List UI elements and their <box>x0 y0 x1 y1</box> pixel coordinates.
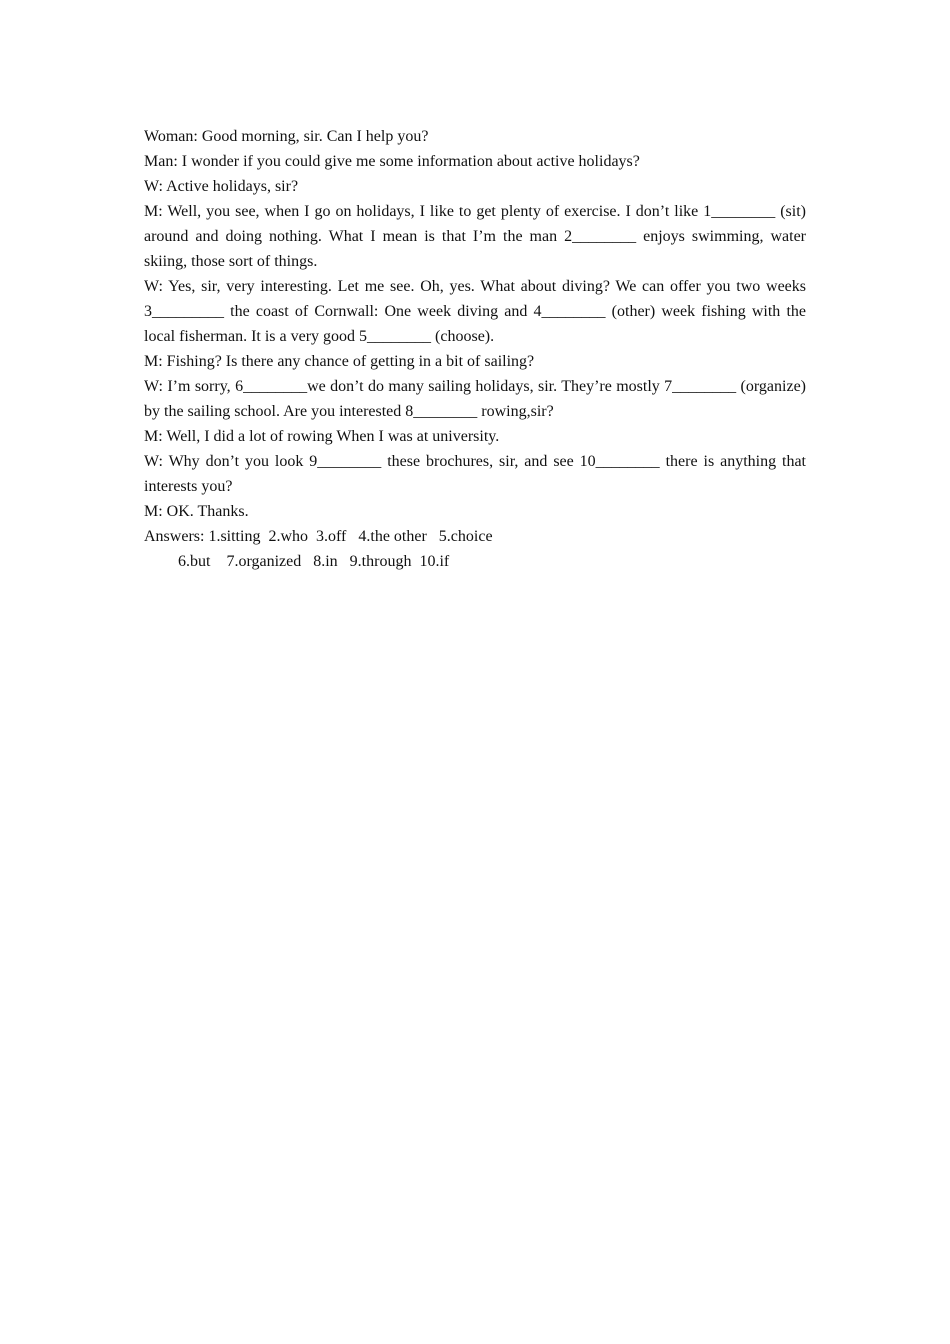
dialogue-line-man-thanks: M: OK. Thanks. <box>144 503 249 520</box>
dialogue-line-man-request: Man: I wonder if you could give me some information about active holidays? <box>144 153 640 170</box>
answers-line-1: Answers: 1.sitting 2.who 3.off 4.the other 5.choice <box>144 528 493 545</box>
dialogue-line-man-rowing: M: Well, I did a lot of rowing When I was at university. <box>144 428 500 445</box>
document-page <box>144 124 806 574</box>
dialogue-line-man-sailing: M: Fishing? Is there any chance of getting in a bit of sailing? <box>144 353 535 370</box>
dialogue-line-woman-sorry: W: I’m sorry, 6________we don’t do many sailing holidays, sir. They’re mostly 7________ (organize) by the sailing school. Are you interested 8________ rowing,sir? <box>144 378 806 420</box>
answers-line-2: 6.but 7.organized 8.in 9.through 10.if <box>178 553 450 570</box>
dialogue-line-woman-diving: W: Yes, sir, very interesting. Let me see. Oh, yes. What about diving? We can offer you two weeks 3_________ the coast of Cornwall: One week diving and 4________ (other) week fishing with the local fisherman. It is a very good 5________ (choose). <box>144 278 806 345</box>
dialogue-line-woman-question: W: Active holidays, sir? <box>144 178 299 195</box>
dialogue-line-woman-greeting: Woman: Good morning, sir. Can I help you? <box>144 128 429 145</box>
dialogue-line-woman-brochures: W: Why don’t you look 9________ these brochures, sir, and see 10________ there is anything that interests you? <box>144 453 806 495</box>
dialogue-line-man-exercise: M: Well, you see, when I go on holidays, I like to get plenty of exercise. I don’t like 1________ (sit) around and doing nothing. What I mean is that I’m the man 2________ enjoys swimming, water skiing, those sort of things. <box>144 203 806 270</box>
